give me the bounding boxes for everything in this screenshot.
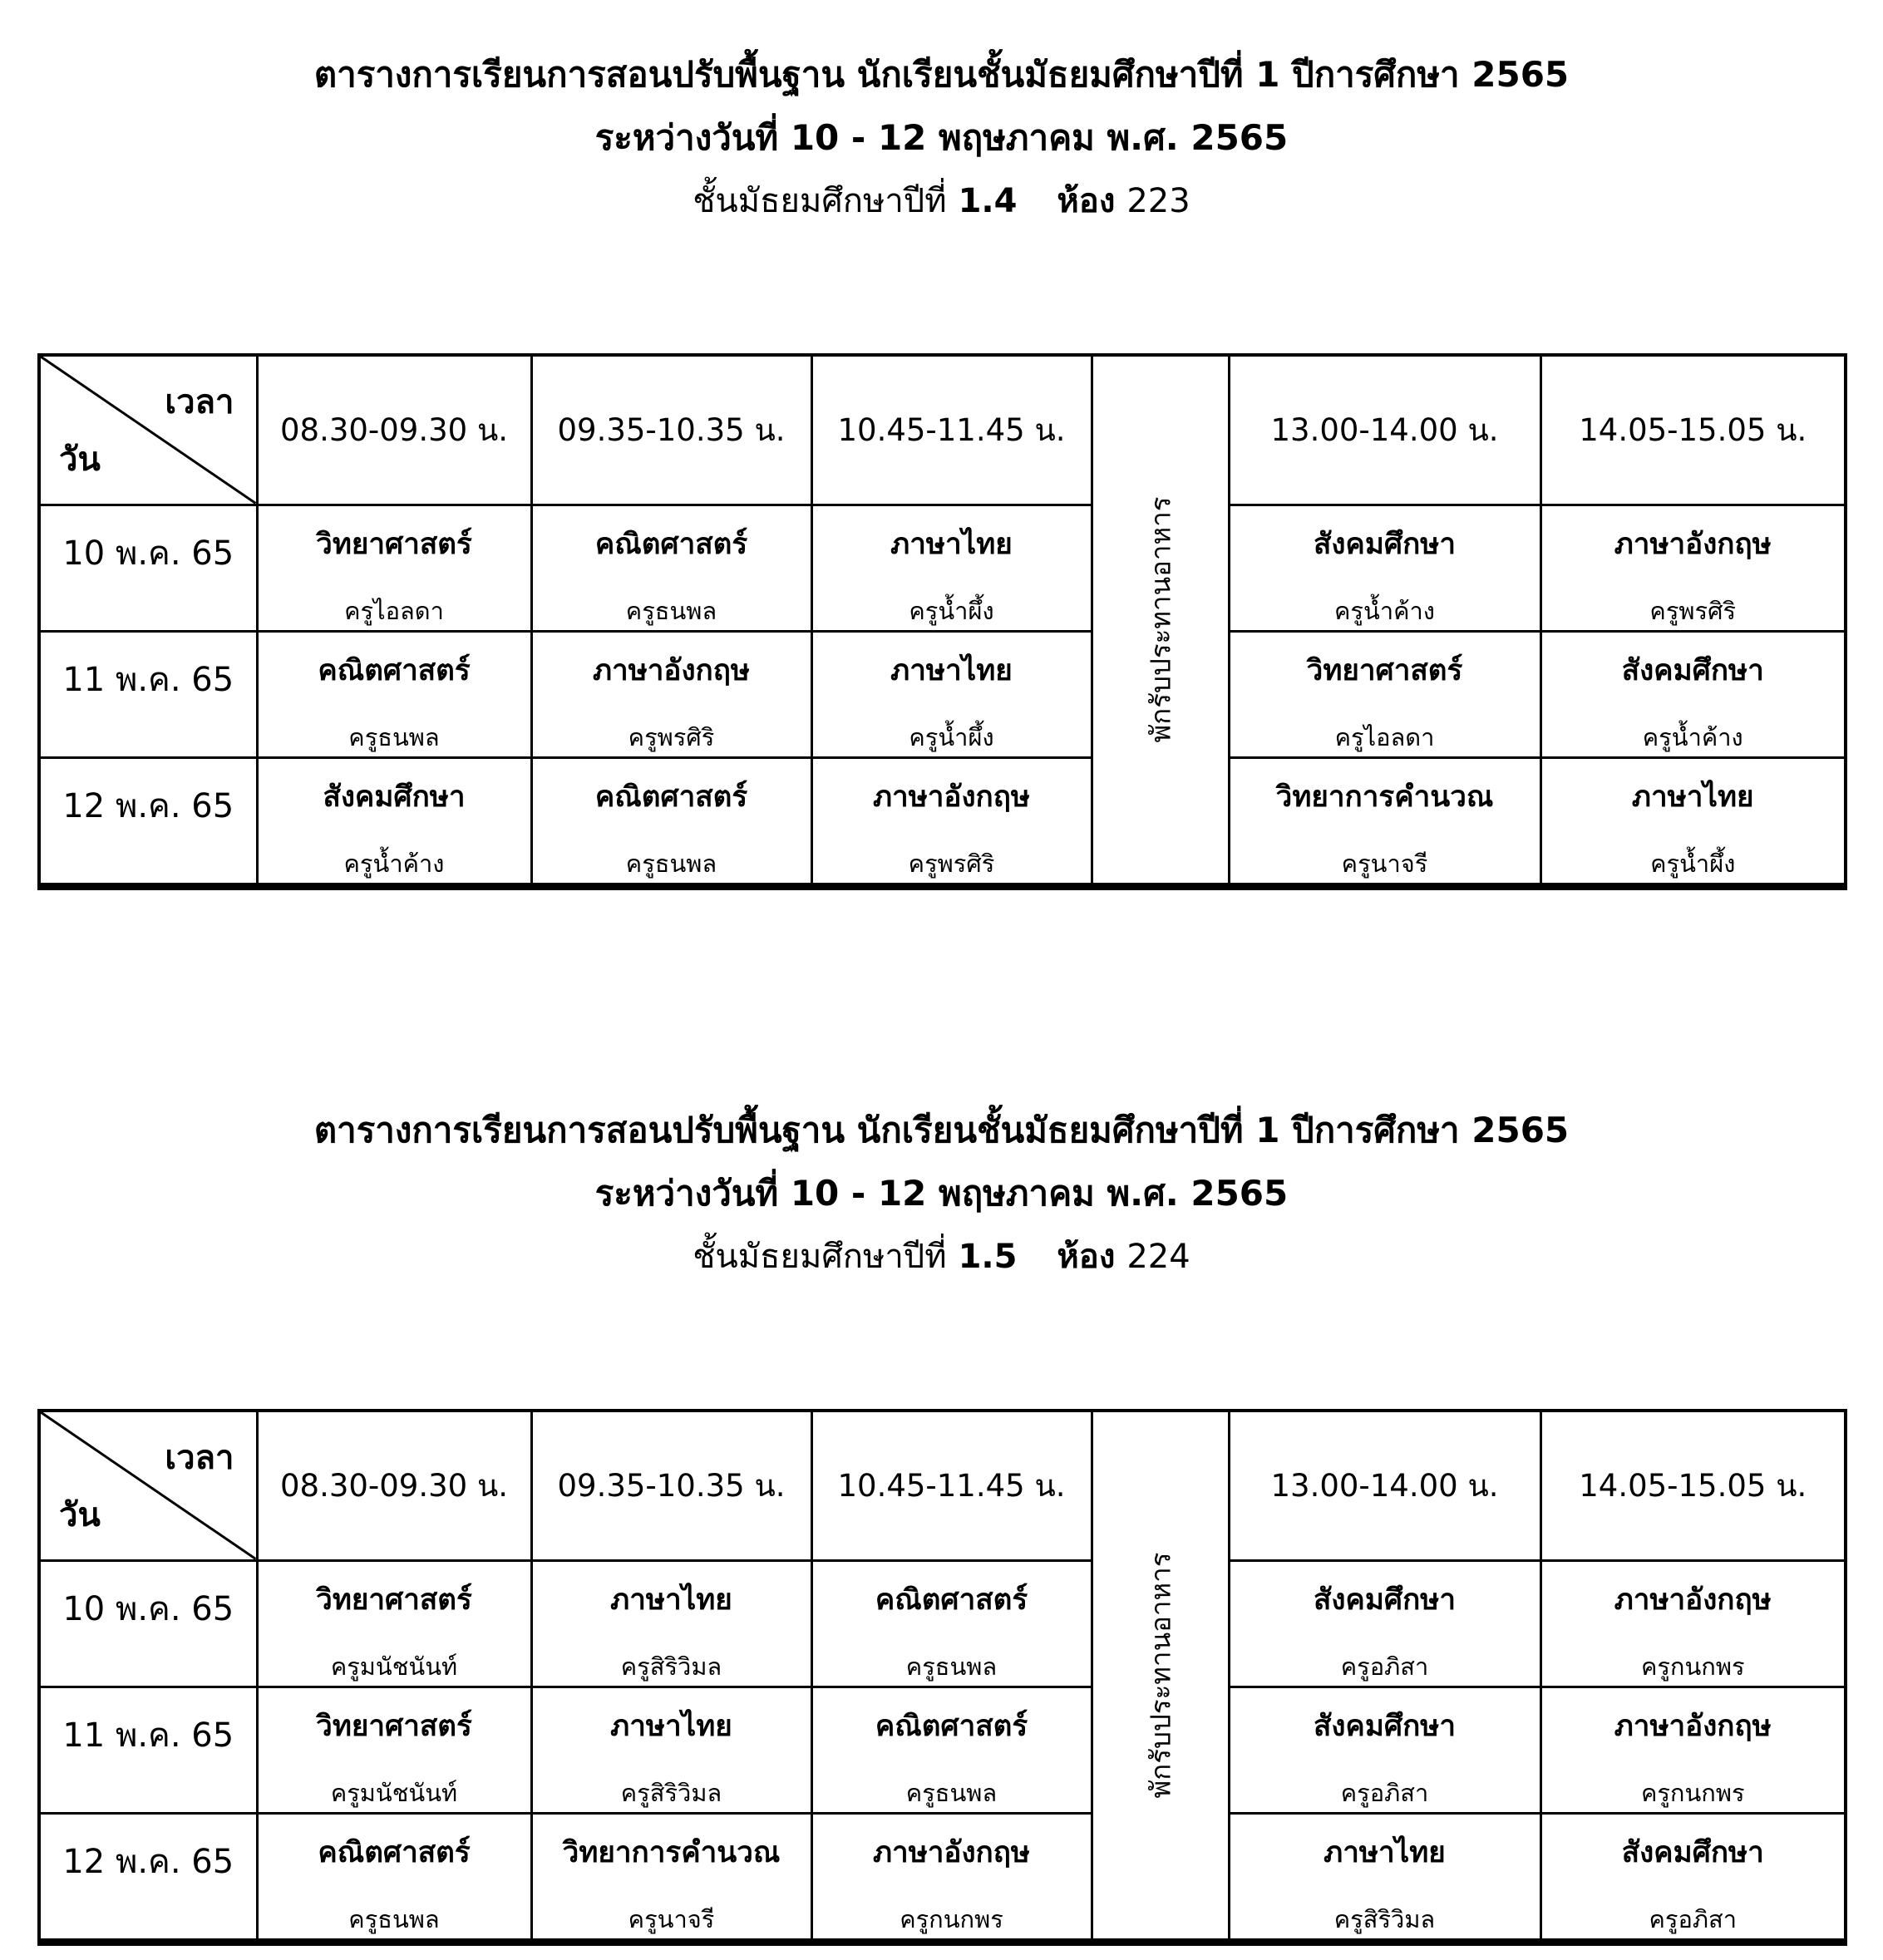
- subject-name: คณิตศาสตร์: [594, 780, 748, 814]
- teacher-name: ครูธนพล: [348, 722, 440, 751]
- period-cell: [257, 1687, 531, 1813]
- timetable-sheet-2: [0, 1056, 1883, 1946]
- teacher-name: ครูกนกพร: [1640, 1652, 1745, 1681]
- teacher-name: ครูสิริวิมล: [1333, 1904, 1436, 1933]
- period-cell: [1540, 631, 1846, 757]
- subject-name: สังคมศึกษา: [1313, 1709, 1457, 1743]
- class-room-line: [0, 170, 1883, 233]
- subject-name: ภาษาอังกฤษ: [592, 653, 750, 687]
- subject-name: วิทยาศาสตร์: [316, 1583, 472, 1617]
- time-header: 14.05-15.05 น.: [1540, 1411, 1846, 1560]
- teacher-name: ครูไอลดา: [1334, 722, 1435, 751]
- period-cell: [1229, 1813, 1540, 1942]
- teacher-name: ครูธนพล: [348, 1904, 440, 1933]
- class-label: ชั้นมัธยมศึกษาปีที่: [693, 1238, 947, 1276]
- subject-name: ภาษาไทย: [610, 1583, 732, 1617]
- timetable: [37, 1409, 1847, 1946]
- subject-name: คณิตศาสตร์: [318, 653, 471, 687]
- teacher-name: ครูกนกพร: [1640, 1778, 1745, 1807]
- period-cell: [811, 505, 1092, 631]
- subject-name: วิทยาศาสตร์: [316, 527, 472, 561]
- subject-name: ภาษาไทย: [1631, 780, 1754, 814]
- subject-name: วิทยาการคำนวณ: [1275, 780, 1494, 814]
- teacher-name: ครูพรศิริ: [1649, 596, 1737, 625]
- teacher-name: ครูอภิสา: [1340, 1652, 1429, 1681]
- teacher-name: ครูสิริวิมล: [620, 1778, 722, 1807]
- teacher-name: ครูสิริวิมล: [620, 1652, 722, 1681]
- subject-name: ภาษาอังกฤษ: [1614, 527, 1772, 561]
- period-cell: [531, 1560, 811, 1687]
- teacher-name: ครูมนัชนันท์: [330, 1778, 458, 1807]
- subject-name: สังคมศึกษา: [323, 780, 466, 814]
- teacher-name: ครูมนัชนันท์: [330, 1652, 458, 1681]
- day-axis-label: วัน: [59, 440, 101, 479]
- day-cell: 10 พ.ค. 65: [39, 505, 257, 631]
- room-value: 223: [1126, 182, 1190, 220]
- subject-name: ภาษาอังกฤษ: [1614, 1583, 1772, 1617]
- header-row: [39, 1411, 1846, 1560]
- period-cell: [257, 631, 531, 757]
- teacher-name: ครูพรศิริ: [628, 722, 715, 751]
- subject-name: คณิตศาสตร์: [594, 527, 748, 561]
- schedule-title: ตารางการเรียนการสอนปรับพื้นฐาน นักเรียนชั้นมัธยมศึกษาปีที่ 1 ปีการศึกษา 2565: [313, 1110, 1570, 1150]
- subject-name: สังคมศึกษา: [1621, 1835, 1764, 1869]
- time-header: 08.30-09.30 น.: [257, 1411, 531, 1560]
- table-row: [39, 1813, 1846, 1942]
- teacher-name: ครูนาจรี: [1341, 849, 1428, 878]
- teacher-name: ครูธนพล: [905, 1778, 998, 1807]
- period-cell: [811, 757, 1092, 886]
- teacher-name: ครูน้ำค้าง: [1642, 722, 1743, 751]
- period-cell: [1540, 757, 1846, 886]
- day-time-corner-cell: [39, 1411, 257, 1560]
- time-header: 09.35-10.35 น.: [531, 355, 811, 505]
- teacher-name: ครูอภิสา: [1340, 1778, 1429, 1807]
- teacher-name: ครูธนพล: [625, 849, 717, 878]
- period-cell: [531, 631, 811, 757]
- timetable: [37, 353, 1847, 890]
- time-header: 13.00-14.00 น.: [1229, 355, 1540, 505]
- timetable-sheet-1: [0, 0, 1883, 890]
- day-time-corner-cell: [39, 355, 257, 505]
- teacher-name: ครูน้ำผึ้ง: [909, 596, 994, 625]
- lunch-break-cell: [1092, 355, 1229, 886]
- period-cell: [1540, 1560, 1846, 1687]
- time-header: 10.45-11.45 น.: [811, 355, 1092, 505]
- room-label: ห้อง: [1057, 1238, 1116, 1276]
- table-row: [39, 1560, 1846, 1687]
- period-cell: [257, 757, 531, 886]
- subject-name: วิทยาศาสตร์: [1306, 653, 1463, 687]
- subject-name: ภาษาไทย: [890, 653, 1013, 687]
- class-label: ชั้นมัธยมศึกษาปีที่: [693, 182, 947, 220]
- period-cell: [1229, 1560, 1540, 1687]
- time-axis-label: เวลา: [165, 1439, 234, 1477]
- table-row: [39, 757, 1846, 886]
- schedule-title: ตารางการเรียนการสอนปรับพื้นฐาน นักเรียนชั้นมัธยมศึกษาปีที่ 1 ปีการศึกษา 2565: [313, 54, 1570, 95]
- subject-name: ภาษาอังกฤษ: [872, 780, 1030, 814]
- room-label: ห้อง: [1057, 182, 1116, 220]
- teacher-name: ครูน้ำผึ้ง: [1650, 849, 1736, 878]
- subject-name: ภาษาอังกฤษ: [872, 1835, 1030, 1869]
- period-cell: [1229, 757, 1540, 886]
- period-cell: [811, 631, 1092, 757]
- day-cell: 12 พ.ค. 65: [39, 1813, 257, 1942]
- subject-name: ภาษาไทย: [610, 1709, 732, 1743]
- table-row: [39, 1687, 1846, 1813]
- subject-name: คณิตศาสตร์: [318, 1835, 471, 1869]
- subject-name: คณิตศาสตร์: [875, 1709, 1028, 1743]
- period-cell: [531, 505, 811, 631]
- period-cell: [257, 505, 531, 631]
- class-value: 1.5: [958, 1238, 1018, 1276]
- table-row: [39, 631, 1846, 757]
- teacher-name: ครูธนพล: [625, 596, 717, 625]
- teacher-name: ครูไอลดา: [344, 596, 444, 625]
- subject-name: สังคมศึกษา: [1621, 653, 1764, 687]
- period-cell: [1540, 1687, 1846, 1813]
- lunch-break-label: พักรับประทานอาหาร: [1144, 1552, 1177, 1799]
- period-cell: [1229, 505, 1540, 631]
- period-cell: [811, 1560, 1092, 1687]
- subject-name: วิทยาศาสตร์: [316, 1709, 472, 1743]
- day-cell: 10 พ.ค. 65: [39, 1560, 257, 1687]
- subject-name: สังคมศึกษา: [1313, 527, 1457, 561]
- time-header: 10.45-11.45 น.: [811, 1411, 1092, 1560]
- teacher-name: ครูนาจรี: [628, 1904, 715, 1933]
- period-cell: [1229, 631, 1540, 757]
- period-cell: [257, 1813, 531, 1942]
- teacher-name: ครูธนพล: [905, 1652, 998, 1681]
- period-cell: [1229, 1687, 1540, 1813]
- time-header: 09.35-10.35 น.: [531, 1411, 811, 1560]
- subject-name: ภาษาไทย: [1324, 1835, 1446, 1869]
- schedule-date-range: ระหว่างวันที่ 10 - 12 พฤษภาคม พ.ศ. 2565: [594, 117, 1289, 158]
- title-block: [0, 1056, 1883, 1288]
- subject-name: สังคมศึกษา: [1313, 1583, 1457, 1617]
- day-axis-label: วัน: [59, 1495, 101, 1534]
- time-axis-label: เวลา: [165, 383, 234, 421]
- header-row: [39, 355, 1846, 505]
- teacher-name: ครูน้ำค้าง: [343, 849, 445, 878]
- period-cell: [811, 1687, 1092, 1813]
- period-cell: [531, 1813, 811, 1942]
- subject-name: ภาษาไทย: [890, 527, 1013, 561]
- teacher-name: ครูกนกพร: [900, 1904, 1003, 1933]
- class-room-line: [0, 1225, 1883, 1288]
- teacher-name: ครูน้ำผึ้ง: [909, 722, 994, 751]
- period-cell: [1540, 505, 1846, 631]
- title-block: [0, 0, 1883, 233]
- period-cell: [531, 1687, 811, 1813]
- subject-name: คณิตศาสตร์: [875, 1583, 1028, 1617]
- table-row: [39, 505, 1846, 631]
- time-header: 13.00-14.00 น.: [1229, 1411, 1540, 1560]
- day-cell: 11 พ.ค. 65: [39, 631, 257, 757]
- time-header: 08.30-09.30 น.: [257, 355, 531, 505]
- teacher-name: ครูอภิสา: [1649, 1904, 1737, 1933]
- schedule-date-range: ระหว่างวันที่ 10 - 12 พฤษภาคม พ.ศ. 2565: [594, 1173, 1289, 1214]
- day-cell: 12 พ.ค. 65: [39, 757, 257, 886]
- lunch-break-cell: [1092, 1411, 1229, 1942]
- day-cell: 11 พ.ค. 65: [39, 1687, 257, 1813]
- time-header: 14.05-15.05 น.: [1540, 355, 1846, 505]
- subject-name: วิทยาการคำนวณ: [562, 1835, 781, 1869]
- period-cell: [811, 1813, 1092, 1942]
- teacher-name: ครูน้ำค้าง: [1334, 596, 1435, 625]
- teacher-name: ครูพรศิริ: [908, 849, 995, 878]
- lunch-break-label: พักรับประทานอาหาร: [1144, 496, 1177, 743]
- subject-name: ภาษาอังกฤษ: [1614, 1709, 1772, 1743]
- class-value: 1.4: [958, 182, 1018, 220]
- period-cell: [1540, 1813, 1846, 1942]
- period-cell: [531, 757, 811, 886]
- period-cell: [257, 1560, 531, 1687]
- room-value: 224: [1126, 1238, 1190, 1276]
